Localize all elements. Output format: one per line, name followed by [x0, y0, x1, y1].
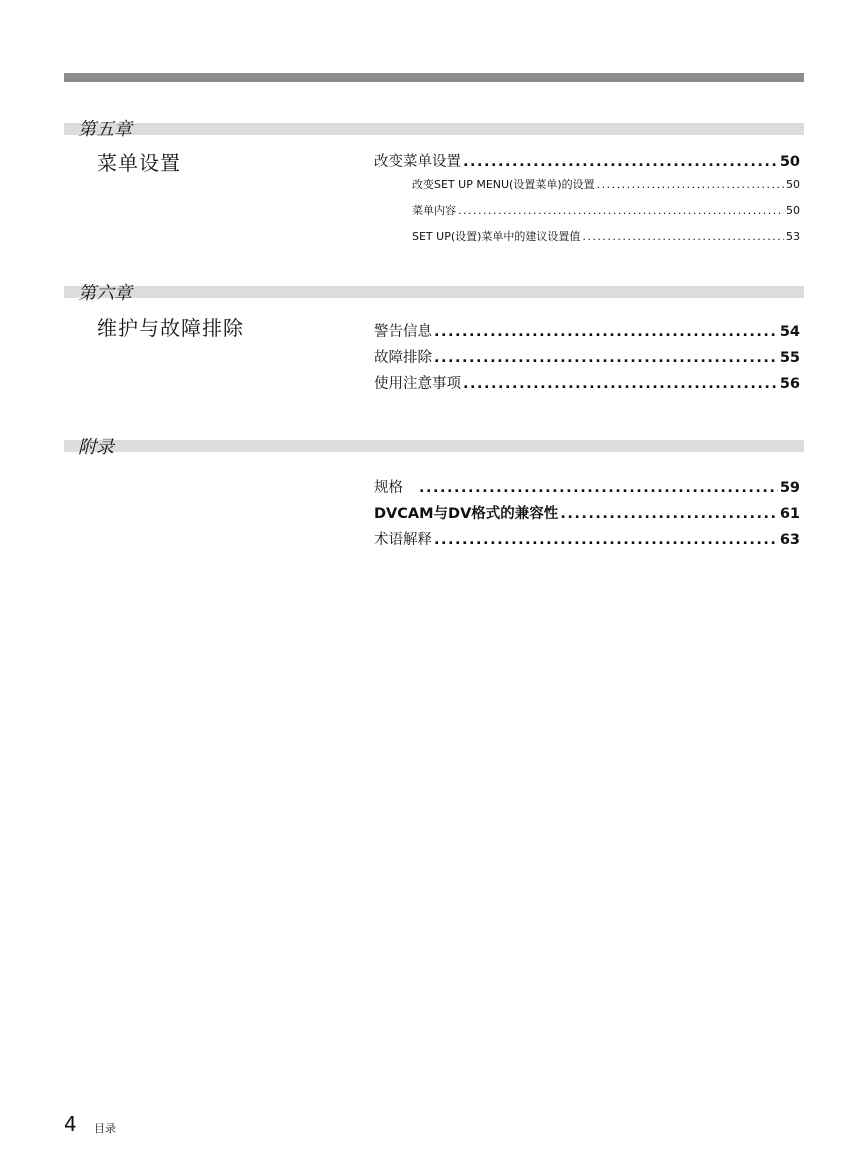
- page-number: 61: [779, 506, 800, 522]
- chapter-label: 第五章: [78, 119, 132, 140]
- chapter-band: [64, 123, 804, 135]
- toc-list: [374, 320, 800, 398]
- page-number: 53: [786, 230, 800, 243]
- page-number: 54: [779, 324, 800, 340]
- page-number: 50: [786, 204, 800, 217]
- toc-item[interactable]: 规格 ..... 59: [374, 476, 800, 502]
- toc-item[interactable]: SET UP(设置)菜单中的建议设置值 ..... 53: [374, 228, 800, 254]
- page-number: 50: [786, 178, 800, 191]
- chapter-label: 第六章: [78, 283, 132, 304]
- chapter-band: [64, 440, 804, 452]
- page-number: 50: [779, 154, 800, 170]
- page-number: 55: [779, 350, 800, 366]
- toc-item[interactable]: 使用注意事项 ..... 56: [374, 372, 800, 398]
- chapter-title: 维护与故障排除: [97, 316, 244, 340]
- page-number: 59: [779, 480, 800, 496]
- toc-item[interactable]: 改变菜单设置 ..... 50: [374, 150, 800, 176]
- footer-section-label: 目录: [94, 1122, 116, 1135]
- toc-list: [374, 476, 800, 554]
- toc-item[interactable]: 警告信息 ..... 54: [374, 320, 800, 346]
- chapter-label: 附录: [78, 437, 114, 458]
- toc-list: [374, 150, 800, 254]
- toc-item[interactable]: 菜单内容 ..... 50: [374, 202, 800, 228]
- toc-item[interactable]: 改变SET UP MENU(设置菜单)的设置 ..... 50: [374, 176, 800, 202]
- toc-item[interactable]: DVCAM与DV格式的兼容性 ..... 61: [374, 502, 800, 528]
- page-number: 56: [779, 376, 800, 392]
- toc-item[interactable]: 故障排除 ..... 55: [374, 346, 800, 372]
- footer-page-number: 4: [64, 1112, 77, 1136]
- page-number: 63: [779, 532, 800, 548]
- chapter-title: 菜单设置: [97, 151, 181, 175]
- chapter-band: [64, 286, 804, 298]
- toc-item[interactable]: 术语解释 ..... 63: [374, 528, 800, 554]
- top-rule: [64, 73, 804, 82]
